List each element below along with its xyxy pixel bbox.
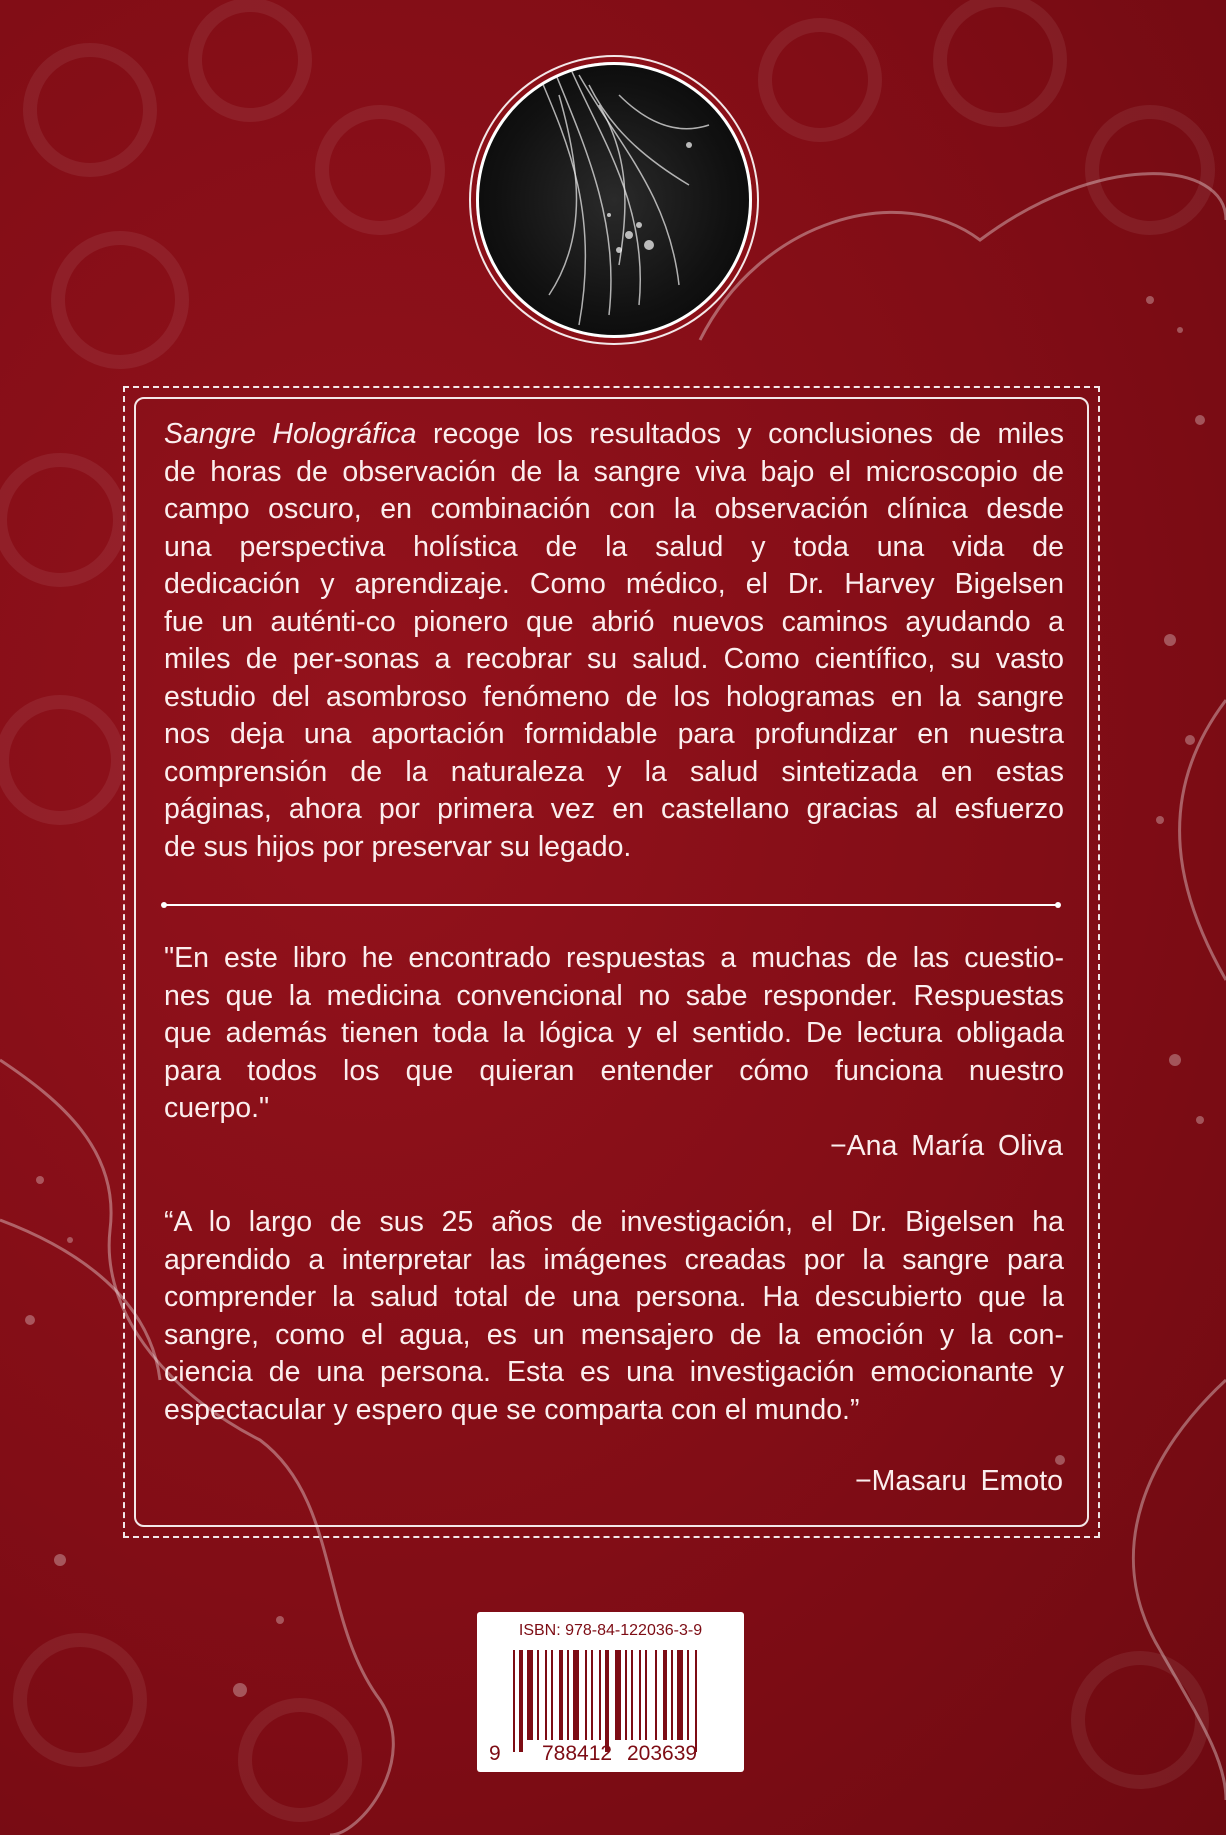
barcode-bar: [625, 1650, 627, 1740]
quote-line: comprender la salud total de una persona. Ha descubierto que la: [164, 1281, 1064, 1313]
book-description: [164, 416, 1064, 866]
barcode-bar: [599, 1650, 601, 1740]
barcode-bar: [695, 1650, 697, 1752]
barcode-bar: [615, 1650, 621, 1740]
barcode-bar: [585, 1650, 587, 1740]
barcode-bar: [645, 1650, 647, 1740]
quote-line: que además tienen toda la lógica y el sentido. De lectura obligada: [164, 1017, 1064, 1049]
quote-line: sangre, como el agua, es un mensajero de la emoción y la con-: [164, 1318, 1064, 1351]
barcode-digits-right: 203639: [627, 1742, 698, 1765]
quote-line: para todos los que quieran entender cómo funciona nuestro: [164, 1054, 1064, 1087]
quote-masaru-emoto: [164, 1204, 1064, 1429]
description-line: una perspectiva holística de la salud y toda una vida de: [164, 530, 1064, 563]
description-line: Sangre Holográfica recoge los resultados y conclusiones de miles: [164, 418, 1064, 450]
barcode-bar: [567, 1650, 569, 1740]
barcode-bar: [573, 1650, 579, 1740]
description-line: páginas, ahora por primera vez en castellano gracias al esfuerzo: [164, 793, 1064, 825]
quote-line: cuerpo.": [164, 1092, 270, 1124]
quote-line: espectacular y espero que se comparta con el mundo.”: [164, 1393, 860, 1426]
barcode-bar: [639, 1650, 641, 1740]
description-line: de horas de observación de la sangre viva bajo el microscopio de: [164, 455, 1064, 488]
description-line: comprensión de la naturaleza y la salud sintetizada en estas: [164, 755, 1064, 788]
microscope-blood-image: [476, 62, 752, 338]
description-line: dedicación y aprendizaje. Como médico, el Dr. Harvey Bigelsen: [164, 568, 1064, 600]
barcode-bar: [631, 1650, 633, 1740]
barcode-digit-lead: 9: [489, 1742, 501, 1765]
description-line: estudio del asombroso fenómeno de los hologramas en la sangre: [164, 680, 1064, 713]
barcode-bar: [677, 1650, 683, 1740]
barcode-bar: [527, 1650, 533, 1740]
barcode-bar: [687, 1650, 689, 1740]
barcode-bar: [605, 1650, 609, 1752]
isbn-label: ISBN: 978-84-122036-3-9: [518, 1622, 703, 1639]
quote-line: aprendido a interpretar las imágenes creadas por la sangre para: [164, 1243, 1064, 1276]
book-title: Sangre Holográfica: [164, 418, 417, 450]
barcode-bar: [513, 1650, 515, 1752]
quote-line: ciencia de una persona. Esta es una investigación emocionante y: [164, 1356, 1064, 1388]
barcode-bar: [591, 1650, 593, 1740]
quote-ana-maria-oliva: [164, 940, 1064, 1128]
description-line: miles de per-sonas a recobrar su salud. Como científico, su vasto: [164, 643, 1064, 675]
barcode-bars-icon: [513, 1650, 709, 1752]
quote-line: nes que la medicina convencional no sabe responder. Respuestas: [164, 979, 1064, 1012]
quote-line: “A lo largo de sus 25 años de investigación, el Dr. Bigelsen ha: [164, 1206, 1064, 1238]
description-line: fue un auténti-co pionero que abrió nuevos caminos ayudando a: [164, 605, 1064, 638]
section-divider: [164, 904, 1058, 906]
barcode-bar: [519, 1650, 523, 1752]
quote-author: −Ana María Oliva: [830, 1130, 1063, 1162]
isbn-barcode: [477, 1612, 744, 1772]
quote-line: "En este libro he encontrado respuestas a muchas de las cuestio-: [164, 942, 1064, 974]
barcode-bar: [671, 1650, 673, 1740]
barcode-bar: [537, 1650, 539, 1740]
barcode-bar: [551, 1650, 553, 1740]
barcode-digits-left: 788412: [542, 1742, 613, 1765]
barcode-bar: [655, 1650, 657, 1740]
barcode-bar: [663, 1650, 667, 1740]
description-line: nos deja una aportación formidable para profundizar en nuestra: [164, 718, 1064, 750]
barcode-bar: [559, 1650, 563, 1740]
barcode-bar: [545, 1650, 547, 1740]
description-line: campo oscuro, en combinación con la observación clínica desde: [164, 493, 1064, 525]
description-line: de sus hijos por preservar su legado.: [164, 830, 632, 863]
quote-author: −Masaru Emoto: [855, 1465, 1063, 1497]
